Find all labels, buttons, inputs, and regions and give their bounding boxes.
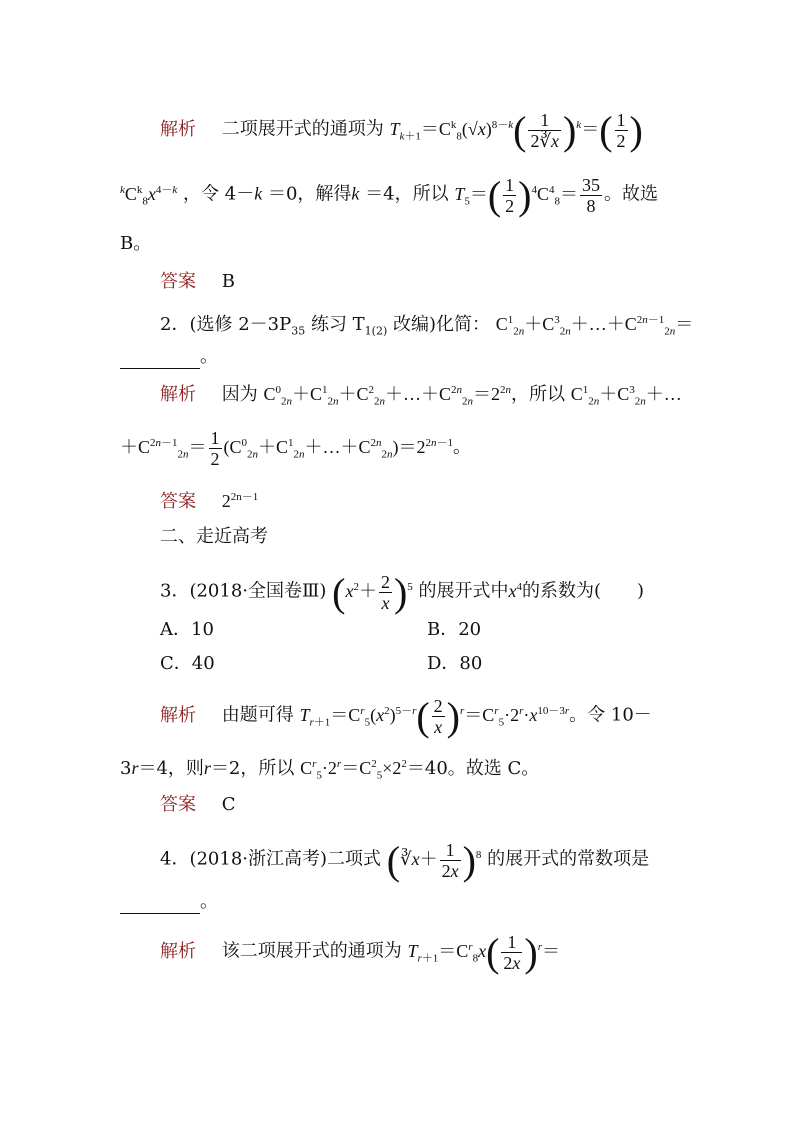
q1-analysis-line-1 bbox=[160, 107, 643, 153]
q2-odd-sum-result: $+C^{2n-1}_{2n}=$ $\frac{1}{2}$ $(C^0_{2n}+C^1_{2n}+\dots+C^{2n}_{2n})=2^{2n-1}$ bbox=[120, 428, 454, 469]
q2-analysis-line-2 bbox=[120, 428, 471, 469]
q2-analysis-line-1 bbox=[160, 378, 682, 414]
q3-answer-value: C bbox=[221, 794, 236, 815]
q2-odd-sum-start: $C^1_{2n}+C^3_{2n}+\dots$ bbox=[570, 384, 682, 408]
q3-option-b: B．20 bbox=[427, 619, 482, 640]
q3-coefficient: $C^r_5\cdot 2^r=C^2_5\times 2^2$ bbox=[300, 758, 407, 782]
answer-label: 答案 bbox=[160, 271, 196, 292]
q2-stem-c: 练习 T bbox=[305, 314, 365, 335]
q3-option-c: C．40 bbox=[160, 653, 215, 674]
q1-answer bbox=[160, 270, 235, 294]
q1-answer-value: B bbox=[221, 271, 235, 292]
q1-analysis-text-b: ，令 4－ bbox=[183, 183, 255, 205]
q3-analysis-e: ＝2，所以 bbox=[210, 758, 295, 779]
analysis-label: 解析 bbox=[160, 118, 196, 140]
q1-term-simplified: $^kC^k_8x^{4-k}$ bbox=[120, 183, 178, 208]
q2-analysis-b: ，所以 bbox=[511, 384, 566, 405]
q1-analysis-text-e: 。故选 bbox=[604, 183, 659, 205]
analysis-label: 解析 bbox=[160, 384, 196, 405]
q2-answer bbox=[160, 485, 258, 514]
q4-stem-b: 的展开式的常数项是 bbox=[487, 848, 650, 870]
analysis-label: 解析 bbox=[160, 704, 196, 726]
q3-option-d: D．80 bbox=[427, 653, 483, 674]
q1-analysis-text-f: B。 bbox=[120, 233, 152, 254]
q3-analysis-a: 由题可得 bbox=[221, 704, 294, 726]
q4-binomial-expression: (∛x＋ $\frac{1}{2x}$ )$^8$ bbox=[386, 837, 482, 883]
q3-analysis-d: ＝4，则 bbox=[138, 758, 204, 779]
q4-analysis-a: 该二项展开式的通项为 bbox=[221, 940, 402, 962]
q3-answer bbox=[160, 793, 236, 817]
q3-stem-a: 3．(2018·全国卷Ⅲ) bbox=[160, 580, 327, 602]
q2-stem-d: 1(2) bbox=[364, 324, 388, 338]
q3-option-a: A．10 bbox=[160, 619, 214, 640]
q4-stem-line-2 bbox=[120, 890, 218, 914]
q1-analysis-line-2: $^kC^k_8x^{4-k}$ ，令 4－k ＝0，解得k ＝4，所以 $T_5=$( $\frac{1}{2}$ )$^4C^4_8=$ $\frac{35}{8}$ 。故选 bbox=[120, 172, 659, 218]
q3-stem-c: 的系数为( ) bbox=[522, 580, 645, 602]
q1-general-term-formula: $T_{k+1}=C^k_8(√x)^{8-k}$( $\frac{1}{2∛x}$ )$^k$＝( $\frac{1}{2}$ ) bbox=[389, 107, 643, 153]
q3-x4: $x^4$ bbox=[508, 580, 523, 601]
q3-binomial-expression: ($x^2+$ $\frac{2}{x}$ )$^5$ bbox=[332, 569, 413, 615]
q2-stem-line-2 bbox=[120, 345, 218, 369]
q2-stem-e: 改编)化简： bbox=[387, 314, 491, 335]
q3-analysis-b: 。令 10－ bbox=[569, 704, 652, 726]
q4-stem-a: 4．(2018·浙江高考)二项式 bbox=[160, 848, 382, 870]
q2-analysis-end: 。 bbox=[453, 436, 472, 458]
q2-answer-blank bbox=[120, 350, 200, 369]
q3-stem-b: 的展开式中 bbox=[418, 580, 509, 602]
q3-analysis-f: ＝40。故选 C。 bbox=[406, 758, 540, 779]
q1-analysis-text-c: ＝0，解得 bbox=[267, 183, 352, 205]
q3-stem bbox=[160, 569, 645, 615]
q1-analysis-text-d: ＝4，所以 bbox=[365, 183, 449, 205]
q1-t5-formula: $T_5=$( $\frac{1}{2}$ )$^4C^4_8=$ $\frac{35}{8}$ bbox=[454, 172, 601, 218]
q2-sum-expression: $C^1_{2n}+C^3_{2n}+\dots+C^{2n-1}_{2n}=$ bbox=[495, 314, 694, 338]
section-title: 二、走近高考 bbox=[160, 526, 268, 547]
q3-analysis-line-1 bbox=[160, 693, 652, 739]
q2-stem-a: 2．(选修 2－3P bbox=[160, 314, 292, 335]
q2-answer-value bbox=[222, 491, 259, 511]
q2-answer-base: 2 bbox=[221, 491, 231, 511]
q2-stem-line-1 bbox=[160, 308, 693, 344]
q3-general-term: $T_{r+1}=C^r_5(x^2)^{5-r}$( $\frac{2}{x}$ )$^r=C^r_5\cdot 2^r\cdot x^{10-3r}$ bbox=[299, 693, 570, 739]
answer-label: 答案 bbox=[160, 491, 196, 512]
q4-general-term: $T_{r+1}=C^r_8x$( $\frac{1}{2x}$ )$^r$＝ bbox=[407, 929, 560, 975]
q1-analysis-line-3 bbox=[120, 232, 151, 256]
q4-stem-end: 。 bbox=[200, 891, 218, 912]
q2-stem-b: 35 bbox=[291, 324, 306, 338]
q2-identity: $C^0_{2n}+C^1_{2n}+C^2_{2n}+\dots+C^{2n}_{2n}=2^{2n}$ bbox=[263, 384, 512, 408]
analysis-label: 解析 bbox=[160, 940, 196, 962]
q4-analysis-line-1 bbox=[160, 929, 560, 975]
q2-answer-exp: 2n－1 bbox=[230, 491, 259, 503]
q3-analysis-c: 3 bbox=[120, 758, 132, 779]
q1-analysis-text-a: 二项展开式的通项为 bbox=[221, 118, 384, 140]
q2-stem-end: 。 bbox=[200, 346, 218, 367]
q4-answer-blank bbox=[120, 895, 200, 914]
q2-analysis-a: 因为 bbox=[221, 384, 258, 405]
q4-stem-line-1 bbox=[160, 837, 650, 883]
answer-label: 答案 bbox=[160, 794, 196, 815]
q3-analysis-line-2: 3r＝4，则r＝2，所以 $C^r_5\cdot 2^r=C^2_5\times 2^2=40$。故选 C。 bbox=[120, 758, 540, 782]
